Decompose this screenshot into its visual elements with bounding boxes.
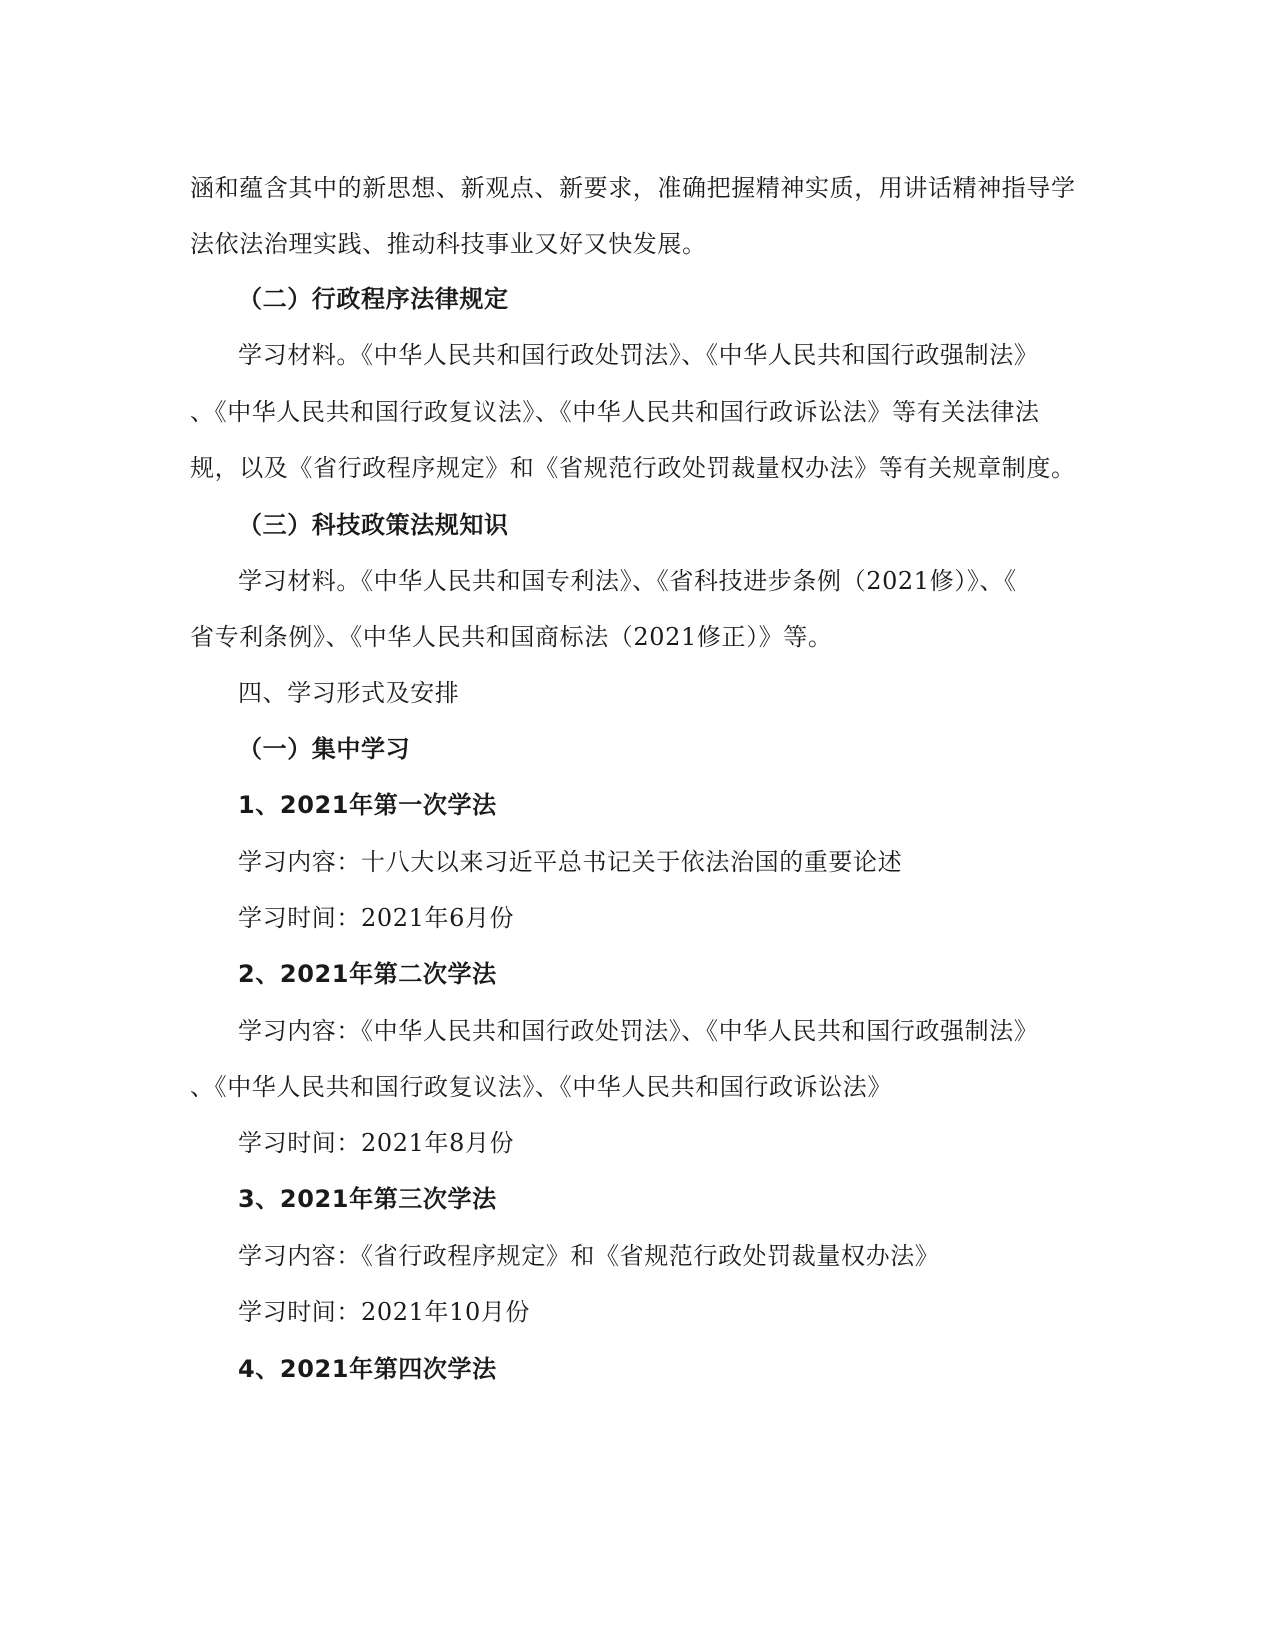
session-time: 学习时间：2021年8月份 xyxy=(238,1129,515,1157)
subsection-heading: （一）集中学习 xyxy=(238,735,411,763)
session-heading: 3、2021年第三次学法 xyxy=(238,1185,497,1213)
section-heading: （二）行政程序法律规定 xyxy=(238,285,509,313)
session-time: 学习时间：2021年6月份 xyxy=(238,904,515,932)
body-line: 学习材料。《中华人民共和国行政处罚法》、《中华人民共和国行政强制法》 xyxy=(238,341,1039,369)
body-line: 规，以及《省行政程序规定》和《省规范行政处罚裁量权办法》等有关规章制度。 xyxy=(190,454,1076,482)
session-content: 学习内容：十八大以来习近平总书记关于依法治国的重要论述 xyxy=(238,848,903,876)
session-content: 学习内容：《中华人民共和国行政处罚法》、《中华人民共和国行政强制法》 xyxy=(238,1017,1039,1045)
body-line: 涵和蕴含其中的新思想、新观点、新要求，准确把握精神实质，用讲话精神指导学 xyxy=(190,174,1076,202)
session-content: 学习内容：《省行政程序规定》和《省规范行政处罚裁量权办法》 xyxy=(238,1242,940,1270)
session-content: 、《中华人民共和国行政复议法》、《中华人民共和国行政诉讼法》 xyxy=(190,1073,892,1101)
session-heading: 4、2021年第四次学法 xyxy=(238,1355,497,1383)
body-line: 学习材料。《中华人民共和国专利法》、《省科技进步条例（2021修）》、《 xyxy=(238,567,1017,595)
body-line: 省专利条例》、《中华人民共和国商标法（2021修正）》等。 xyxy=(190,623,833,651)
session-time: 学习时间：2021年10月份 xyxy=(238,1298,531,1326)
body-line: 、《中华人民共和国行政复议法》、《中华人民共和国行政诉讼法》等有关法律法 xyxy=(190,398,1040,426)
session-heading: 2、2021年第二次学法 xyxy=(238,960,497,988)
section-heading: （三）科技政策法规知识 xyxy=(238,511,509,539)
session-heading: 1、2021年第一次学法 xyxy=(238,791,497,819)
section-title: 四、学习形式及安排 xyxy=(238,679,460,707)
body-line: 法依法治理实践、推动科技事业又好又快发展。 xyxy=(190,230,707,258)
